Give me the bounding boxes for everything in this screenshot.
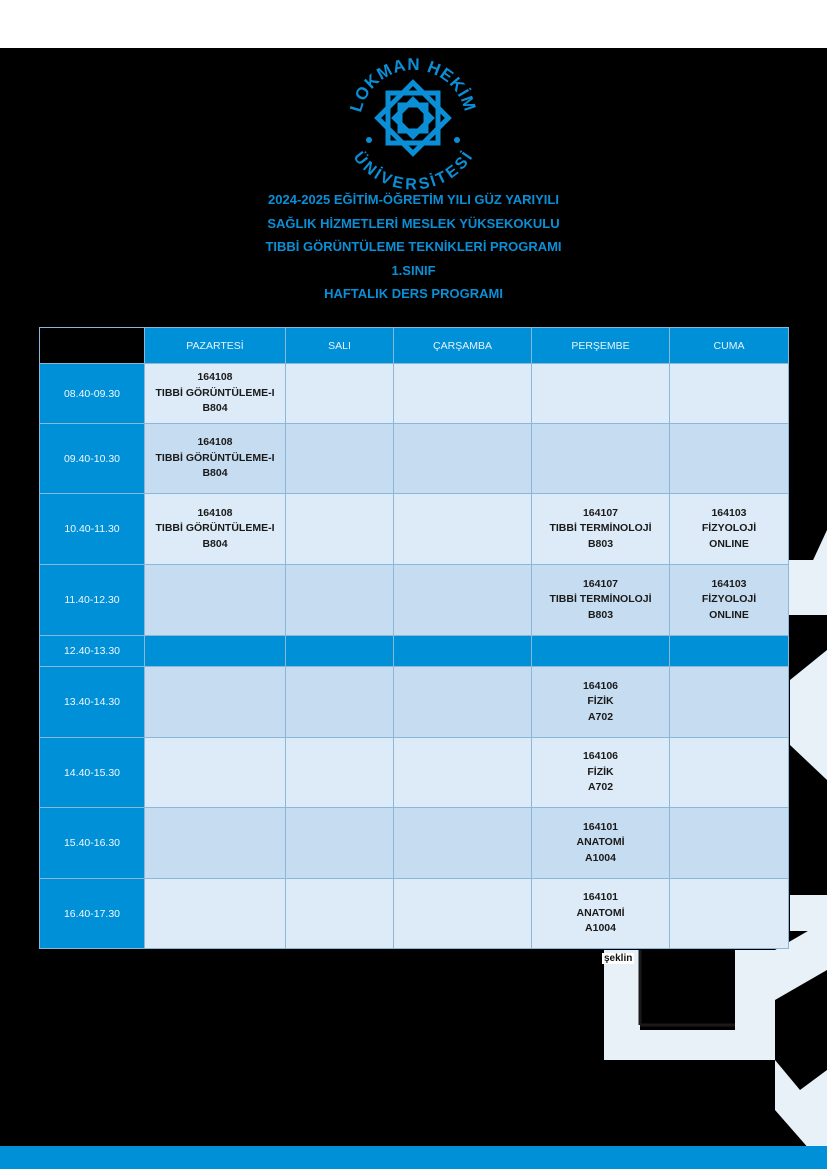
course-name: ANATOMİ [576, 836, 625, 849]
course-entry [670, 577, 788, 624]
schedule-cell [145, 424, 286, 494]
course-room: B803 [587, 608, 614, 621]
course-code: 164107 [582, 577, 619, 590]
schedule-cell [670, 667, 789, 738]
schedule-body [40, 364, 789, 949]
schedule-cell [394, 879, 532, 949]
schedule-cell [670, 808, 789, 879]
schedule-cell [532, 879, 670, 949]
schedule-cell [670, 424, 789, 494]
course-name: TIBBİ GÖRÜNTÜLEME-I [155, 522, 275, 535]
weekly-schedule-table [39, 327, 789, 949]
course-entry [532, 506, 669, 553]
schedule-cell [532, 364, 670, 424]
course-code: 164108 [197, 506, 233, 519]
schedule-cell [394, 565, 532, 636]
schedule-cell [286, 364, 394, 424]
time-slot-cell: 09.40-10.30 [40, 424, 145, 494]
time-slot-cell: 14.40-15.30 [40, 738, 145, 808]
table-row [40, 424, 789, 494]
page-top-margin [0, 0, 827, 48]
schedule-cell [532, 738, 670, 808]
schedule-cell [286, 808, 394, 879]
schedule-cell [532, 565, 670, 636]
time-slot-cell: 10.40-11.30 [40, 494, 145, 565]
schedule-cell [145, 364, 286, 424]
course-room: A702 [587, 781, 614, 794]
logo-star-knot [378, 83, 449, 154]
course-name: FİZİK [587, 765, 614, 778]
schedule-cell [145, 738, 286, 808]
heading-title: HAFTALIK DERS PROGRAMI [324, 286, 503, 301]
footer-note-fragment: şeklin [604, 953, 633, 964]
course-code: 164108 [197, 371, 233, 384]
course-code: 164101 [582, 891, 619, 904]
time-slot-cell: 12.40-13.30 [40, 636, 145, 667]
schedule-cell [286, 424, 394, 494]
schedule-heading [0, 188, 827, 306]
schedule-cell [532, 808, 670, 879]
schedule-cell [286, 738, 394, 808]
schedule-cell [670, 364, 789, 424]
schedule-cell [670, 636, 789, 667]
schedule-cell [670, 879, 789, 949]
heading-program: TIBBİ GÖRÜNTÜLEME TEKNİKLERİ PROGRAMI [265, 239, 562, 254]
course-room: B803 [587, 537, 614, 550]
schedule-cell [286, 667, 394, 738]
heading-class-year: 1.SINIF [391, 262, 436, 278]
time-slot-cell: 13.40-14.30 [40, 667, 145, 738]
course-room: ONLINE [709, 608, 749, 621]
course-name: TIBBİ GÖRÜNTÜLEME-I [155, 386, 275, 399]
time-slot-cell: 08.40-09.30 [40, 364, 145, 424]
schedule-cell [394, 364, 532, 424]
course-room: B804 [202, 467, 228, 480]
course-room: A702 [587, 710, 614, 723]
course-room: B804 [202, 537, 228, 550]
course-code: 164107 [582, 506, 619, 519]
course-entry [532, 577, 669, 624]
schedule-cell [394, 494, 532, 565]
time-slot-cell: 15.40-16.30 [40, 808, 145, 879]
university-logo [338, 48, 488, 190]
course-room: A1004 [585, 922, 616, 935]
table-row [40, 667, 789, 738]
course-name: TIBBİ TERMİNOLOJİ [549, 593, 652, 606]
logo-text-bottom: ÜNİVERSİTESİ [349, 148, 477, 190]
time-slot-cell: 11.40-12.30 [40, 565, 145, 636]
schedule-cell [145, 808, 286, 879]
course-room: A1004 [585, 851, 616, 864]
schedule-cell [670, 738, 789, 808]
day-header-monday: PAZARTESİ [145, 328, 286, 364]
bottom-blue-bar [0, 1146, 827, 1169]
course-code: 164103 [711, 506, 747, 519]
day-header-tuesday: SALI [286, 328, 394, 364]
logo-text-top: LOKMAN HEKİM [346, 54, 480, 115]
table-row [40, 879, 789, 949]
time-slot-cell: 16.40-17.30 [40, 879, 145, 949]
day-header-friday: CUMA [670, 328, 789, 364]
heading-school: SAĞLIK HİZMETLERİ MESLEK YÜKSEKOKULU [267, 215, 560, 231]
course-name: FİZYOLOJİ [701, 522, 757, 535]
course-entry [532, 679, 669, 726]
course-name: TIBBİ TERMİNOLOJİ [549, 522, 652, 535]
schedule-cell [394, 808, 532, 879]
corner-cell [40, 328, 145, 364]
schedule-cell [394, 424, 532, 494]
course-entry [532, 820, 669, 867]
course-code: 164108 [197, 436, 233, 449]
course-entry [145, 370, 285, 417]
schedule-cell [145, 494, 286, 565]
course-room: ONLINE [709, 537, 749, 550]
course-name: TIBBİ GÖRÜNTÜLEME-I [155, 451, 275, 464]
schedule-cell [145, 636, 286, 667]
table-row [40, 808, 789, 879]
course-code: 164106 [582, 750, 619, 763]
schedule-cell [394, 636, 532, 667]
schedule-cell [532, 667, 670, 738]
course-code: 164103 [711, 577, 747, 590]
schedule-cell [532, 494, 670, 565]
course-entry [532, 890, 669, 937]
schedule-cell [286, 636, 394, 667]
course-entry [670, 506, 788, 553]
schedule-cell [670, 565, 789, 636]
schedule-cell [394, 738, 532, 808]
schedule-cell [145, 565, 286, 636]
table-row [40, 494, 789, 565]
course-code: 164101 [582, 820, 619, 833]
schedule-cell [532, 424, 670, 494]
schedule-cell [670, 494, 789, 565]
schedule-cell [394, 667, 532, 738]
schedule-cell [532, 636, 670, 667]
schedule-cell [286, 494, 394, 565]
course-entry [532, 749, 669, 796]
schedule-cell [145, 667, 286, 738]
schedule-cell [286, 879, 394, 949]
heading-academic-year: 2024-2025 EĞİTİM-ÖĞRETİM YILI GÜZ YARIYILI [268, 192, 559, 207]
table-row [40, 565, 789, 636]
course-entry [145, 506, 285, 553]
schedule-cell [286, 565, 394, 636]
table-row [40, 364, 789, 424]
day-header-wednesday: ÇARŞAMBA [394, 328, 532, 364]
course-room: B804 [202, 402, 228, 415]
lunch-row [40, 636, 789, 667]
course-entry [145, 435, 285, 482]
course-code: 164106 [582, 679, 619, 692]
table-header-row [40, 328, 789, 364]
course-name: ANATOMİ [576, 906, 625, 919]
schedule-cell [145, 879, 286, 949]
day-header-thursday: PERŞEMBE [532, 328, 670, 364]
course-name: FİZİK [587, 695, 614, 708]
course-name: FİZYOLOJİ [701, 593, 757, 606]
table-row [40, 738, 789, 808]
